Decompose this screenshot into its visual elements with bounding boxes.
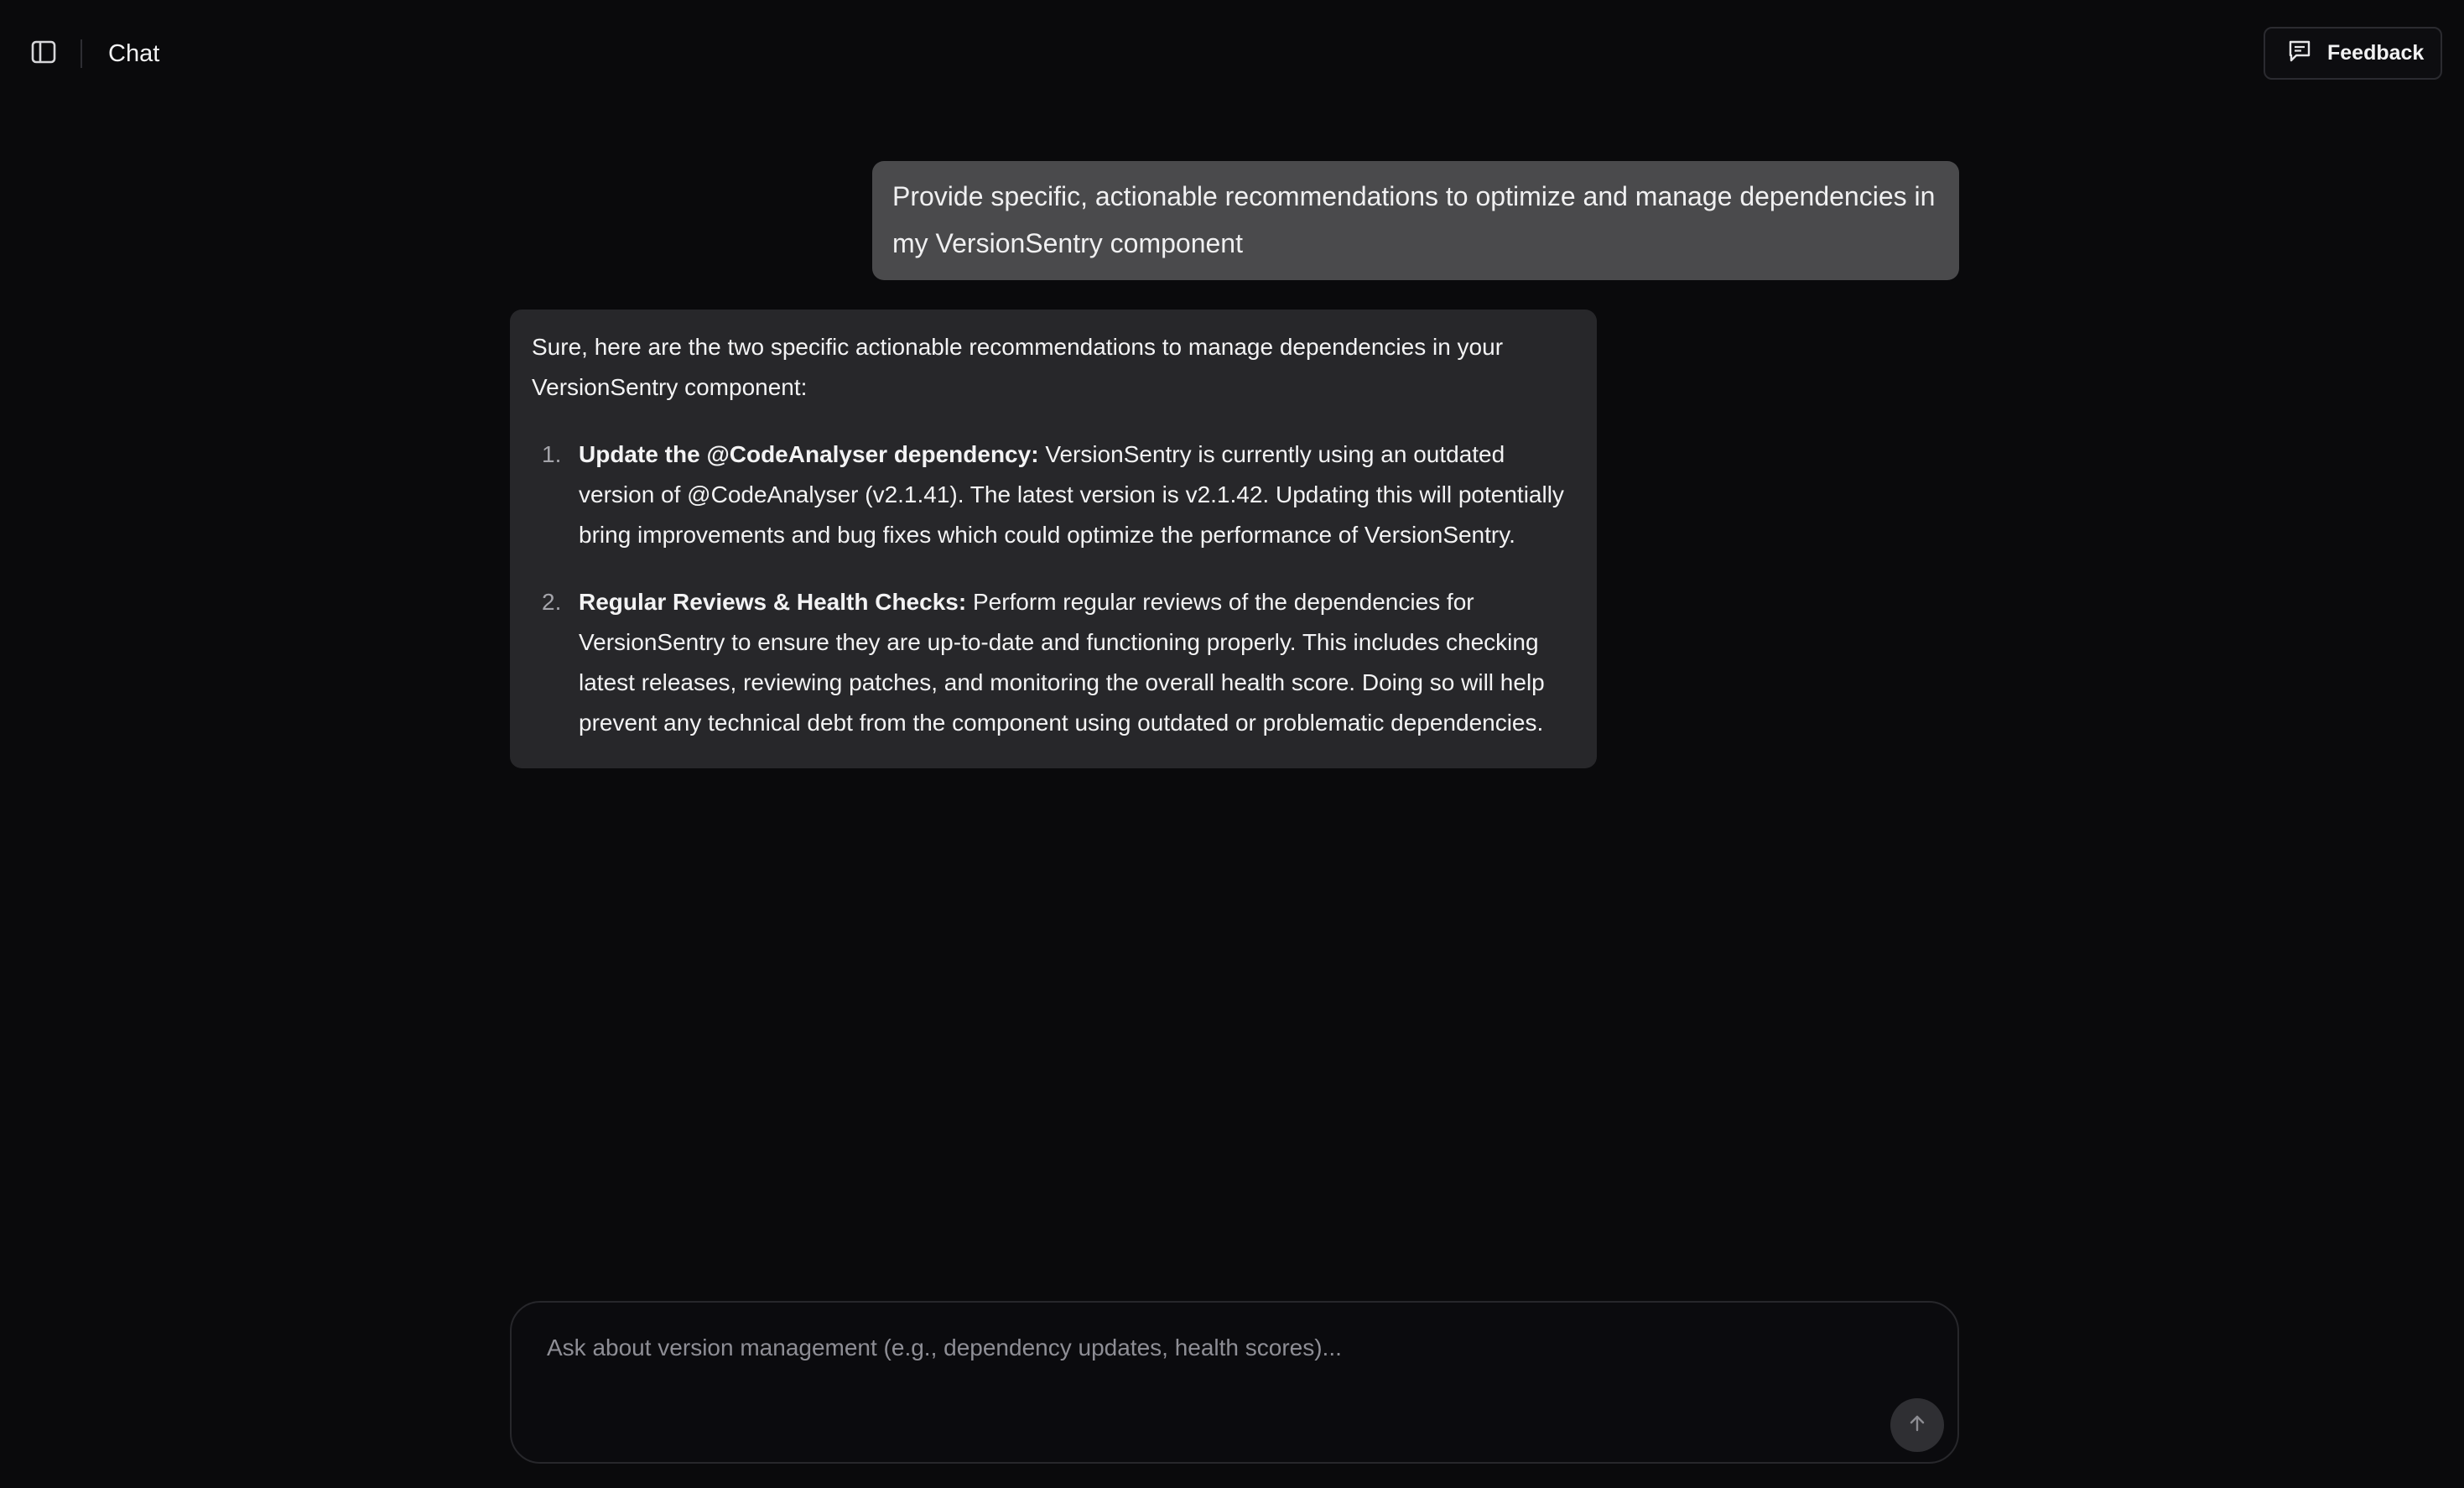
recommendation-body: VersionSentry is currently using an outdated version of @CodeAnalyser (v2.1.41). The latest version is v2.1.42. Updating this will potentially bring improvements and bug fixes which could optimize the performance of VersionSentry. (579, 441, 1564, 548)
header-divider (81, 39, 82, 68)
recommendation-item (532, 434, 1575, 555)
send-button[interactable] (1890, 1398, 1944, 1452)
top-bar (0, 0, 2464, 107)
recommendation-item (532, 582, 1575, 743)
arrow-up-icon (1906, 1413, 1928, 1439)
sidebar-panel-icon (31, 40, 56, 68)
chat-input[interactable] (545, 1328, 1887, 1368)
recommendation-list (532, 434, 1575, 743)
recommendation-title: Regular Reviews & Health Checks: (579, 589, 967, 615)
feedback-button[interactable] (2264, 27, 2442, 80)
recommendation-title: Update the @CodeAnalyser dependency: (579, 441, 1039, 467)
feedback-label: Feedback (2327, 41, 2425, 65)
recommendation-body: Perform regular reviews of the dependencies for VersionSentry to ensure they are up-to-date and functioning properly. This includes checking latest releases, reviewing patches, and monitoring the overall health score. Doing so will help prevent any technical debt from the component using outdated or problematic dependencies. (579, 589, 1545, 736)
message-square-icon (2287, 38, 2312, 69)
assistant-intro: Sure, here are the two specific actionable recommendations to manage dependencies in your VersionSentry component: (532, 334, 1504, 400)
recommendation-number: 2. (542, 589, 562, 615)
user-message-text: Provide specific, actionable recommendations to optimize and manage dependencies in my VersionSentry component (892, 181, 1936, 258)
page-title: Chat (108, 40, 160, 67)
sidebar-toggle-button[interactable] (27, 39, 60, 69)
assistant-message (510, 310, 1597, 768)
message-composer (510, 1301, 1959, 1464)
recommendation-number: 1. (542, 441, 562, 467)
user-message (872, 161, 1959, 280)
